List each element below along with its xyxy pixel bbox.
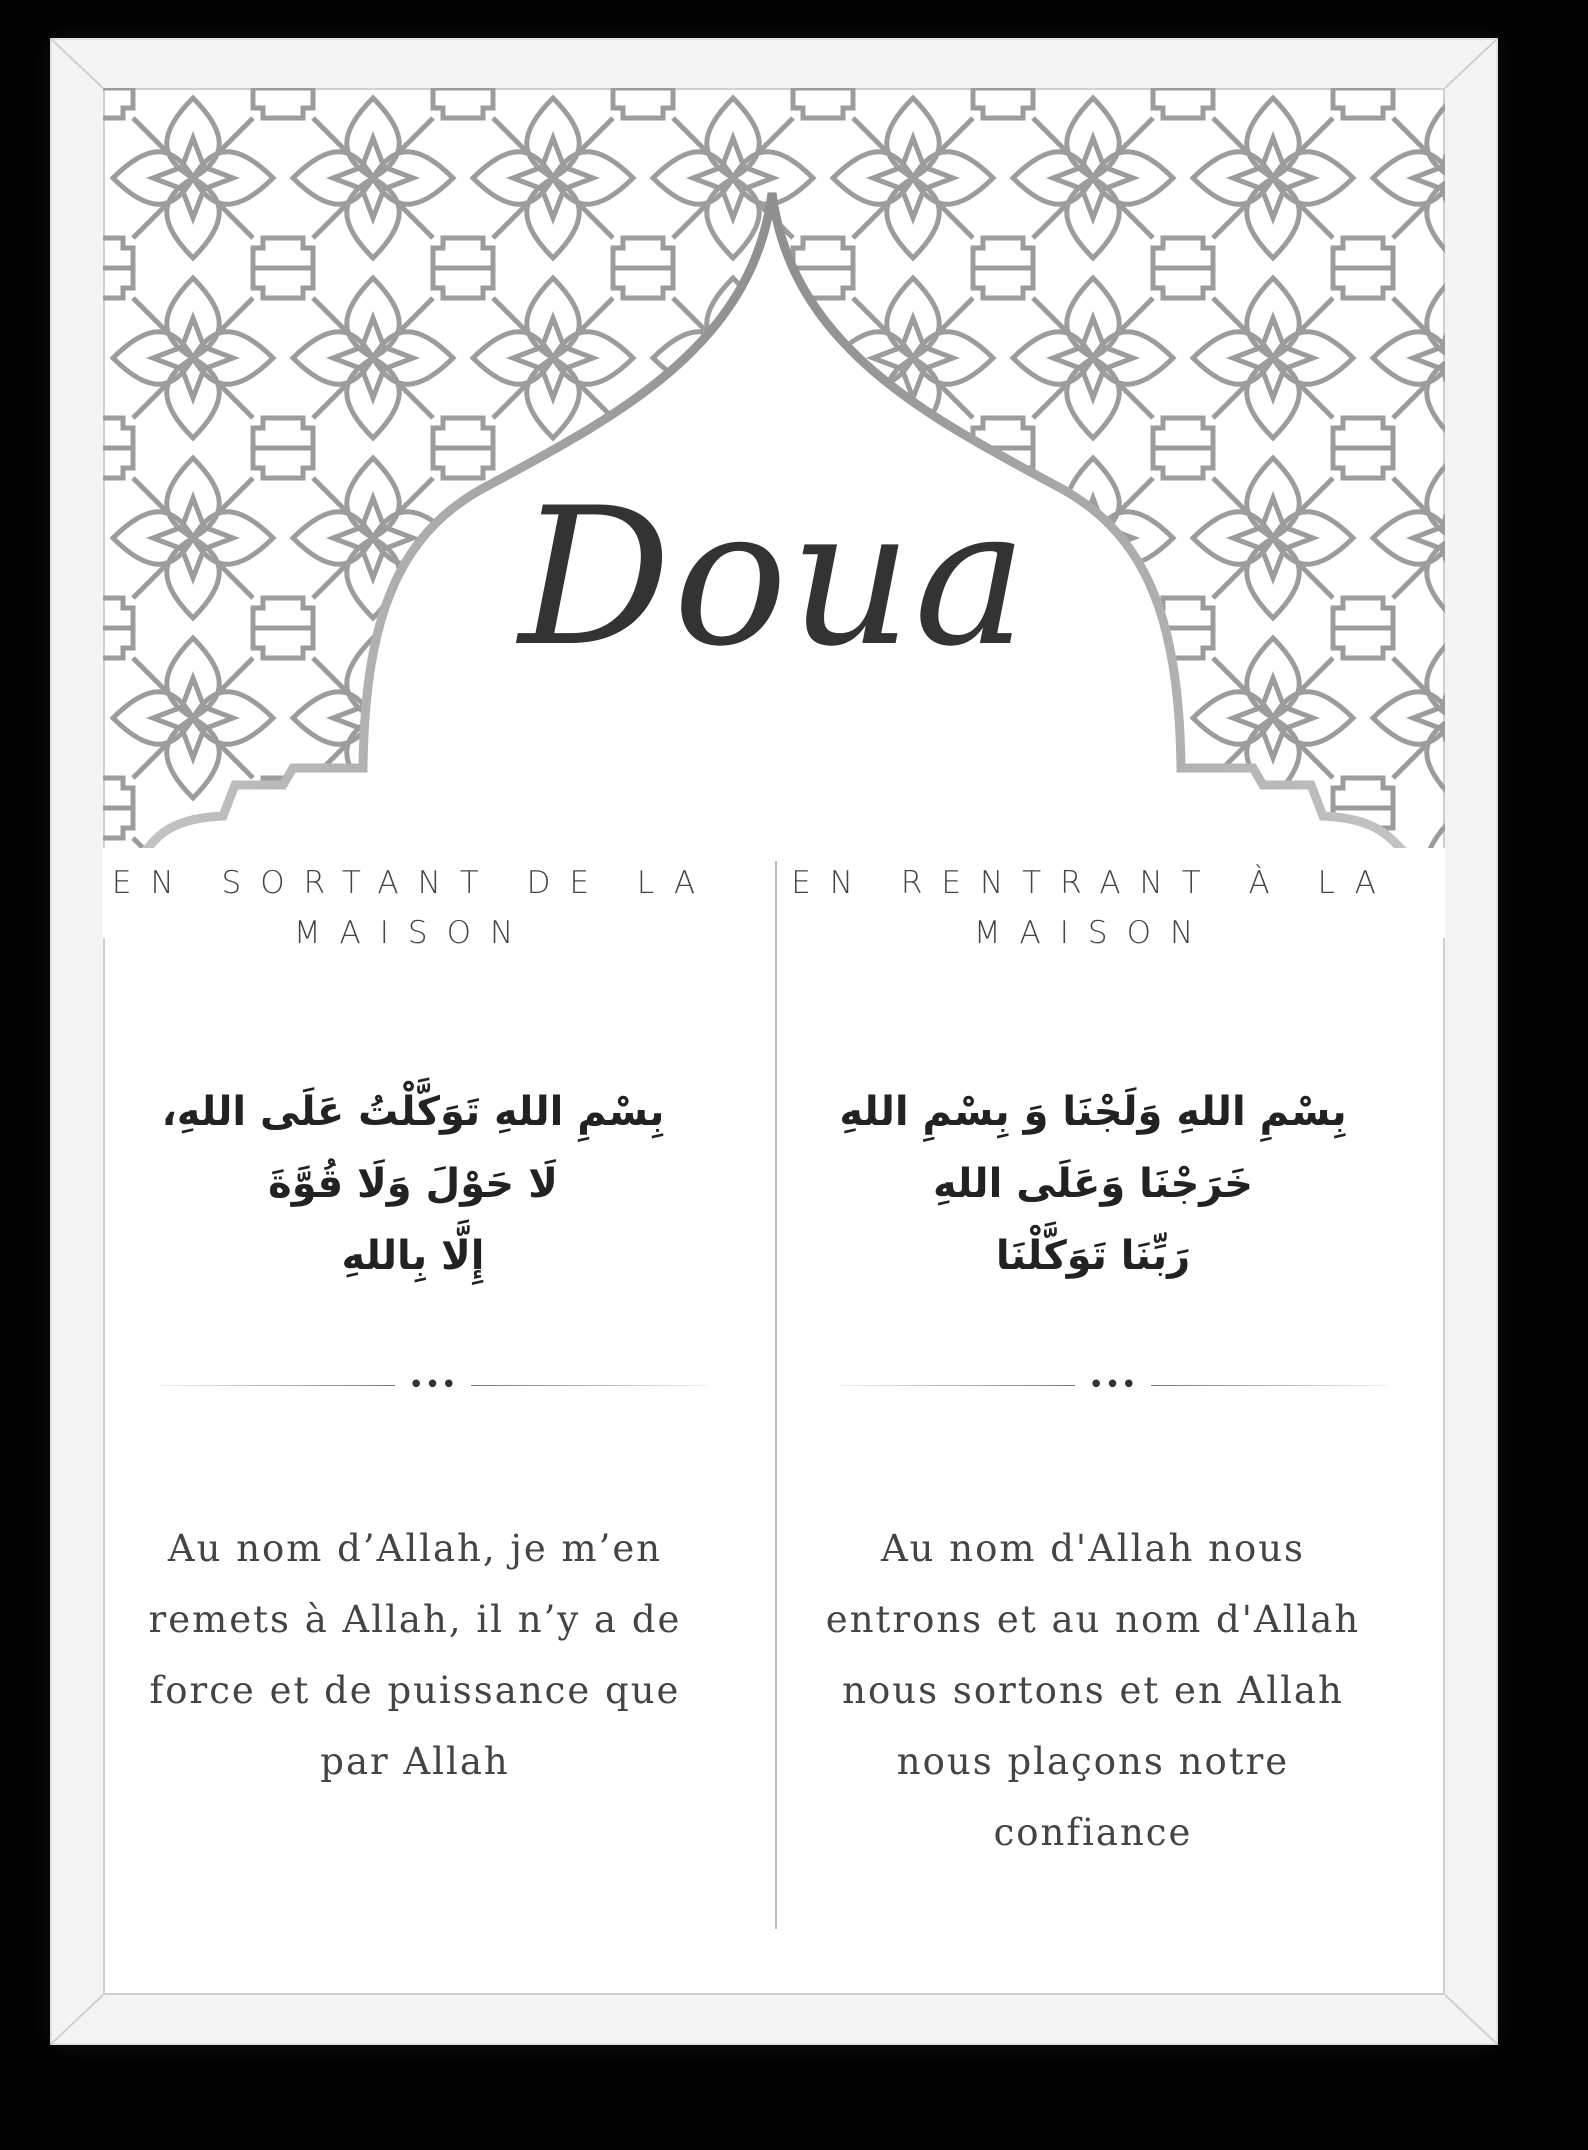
poster: [103, 88, 1445, 1995]
arabic-line: بِسْمِ اللهِ وَلَجْنَا وَ بِسْمِ اللهِ: [839, 1089, 1347, 1135]
ornament-line: [471, 1385, 707, 1386]
translation-leaving: Au nom d’Allah, je m’en remets à Allah, il n’y a de force et de puissance que par Allah: [148, 1527, 682, 1783]
arabic-dua-leaving: [103, 1076, 723, 1292]
translation-entering: Au nom d'Allah nous entrons et au nom d'Allah nous sortons et en Allah nous plaçons notre confiance: [825, 1527, 1361, 1854]
arabic-line: لَا حَوْلَ وَلَا قُوَّةَ: [268, 1161, 558, 1207]
arabic-line: إِلَّا بِاللهِ: [341, 1233, 485, 1279]
ornament-dots: •••: [1088, 1370, 1138, 1400]
ornament-line: [839, 1385, 1075, 1386]
heading-leaving-home: EN SORTANT DE LA MAISON: [111, 865, 715, 951]
heading-entering-home: EN RENTRANT À LA MAISON: [791, 865, 1395, 951]
ornament-line: [1151, 1385, 1387, 1386]
ornament-divider-right: [839, 1370, 1387, 1400]
arabic-line: خَرَجْنَا وَعَلَى اللهِ: [932, 1161, 1254, 1207]
ornament-line: [159, 1385, 395, 1386]
page-title: Doua: [518, 467, 1030, 688]
arabic-line: رَبِّنَا تَوَكَّلْنَا: [995, 1233, 1191, 1279]
arabic-dua-entering: [783, 1076, 1403, 1292]
ornament-divider-left: [159, 1370, 707, 1400]
arabic-line: بِسْمِ اللهِ تَوَكَّلْتُ عَلَى اللهِ،: [161, 1089, 665, 1135]
column-divider: [775, 861, 777, 1929]
ornament-dots: •••: [408, 1370, 458, 1400]
